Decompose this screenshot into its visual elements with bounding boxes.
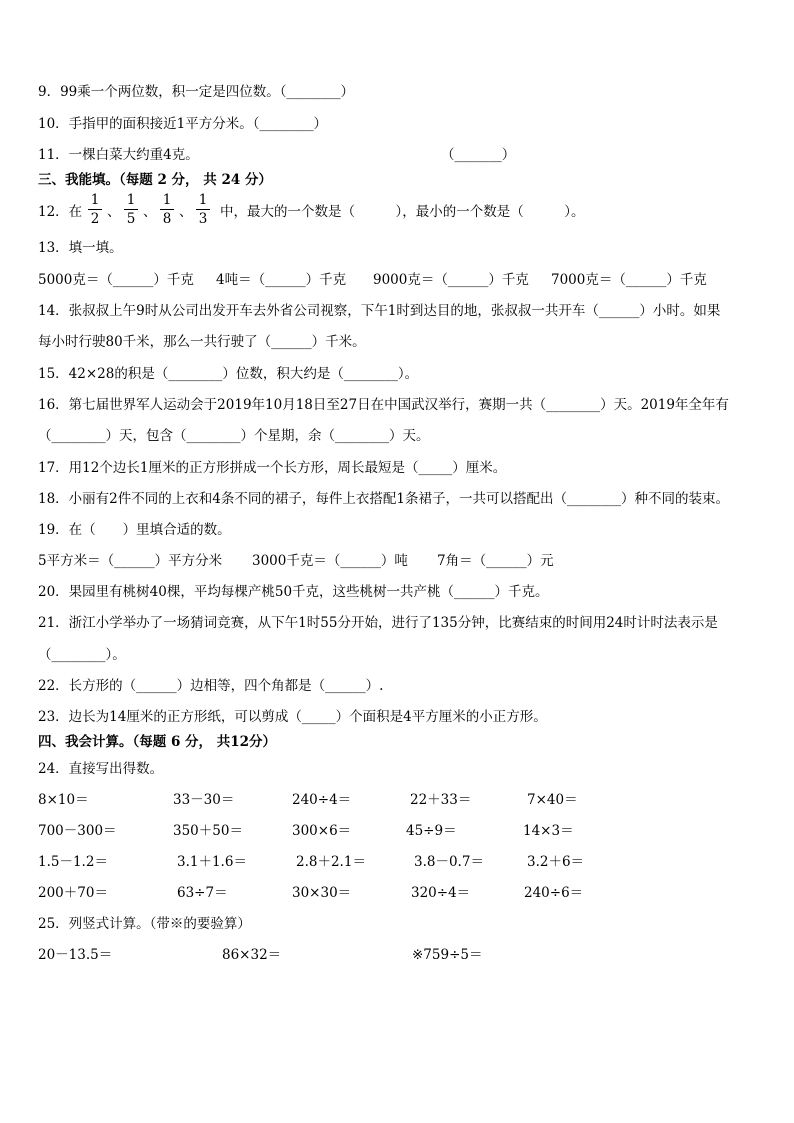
- fraction-separator: 、: [179, 204, 193, 220]
- section-4-heading: 四、我会计算。（每题 6 分， 共12分）: [38, 734, 277, 750]
- calc-cell: 200＋70＝: [38, 885, 108, 901]
- fraction-denominator: 2: [90, 211, 100, 227]
- calc-cell: 63÷7＝: [177, 885, 228, 901]
- question-25: 25．列竖式计算。（带※的要验算）: [38, 916, 251, 932]
- question-15: 15．42×28的积是（________）位数，积大约是（________）。: [38, 366, 419, 382]
- fraction-1-5: [124, 192, 138, 227]
- question-17: 17．用12个边长1厘米的正方形拼成一个长方形，周长最短是（_____）厘米。: [38, 460, 507, 476]
- question-14-line-1: 14．张叔叔上午9时从公司出发开车去外省公司视察，下午1时到达目的地，张叔叔一共开车（______）小时。如果: [38, 303, 721, 319]
- question-22: 22．长方形的（______）边相等，四个角都是（______）.: [38, 678, 384, 694]
- calc-cell: 320÷4＝: [411, 885, 471, 901]
- question-13: 13．填一填。: [38, 240, 123, 256]
- q13-item-1: 5000克＝（______）千克: [38, 272, 194, 288]
- question-24: 24．直接写出得数。: [38, 761, 164, 777]
- fraction-separator: 、: [107, 204, 121, 220]
- calc-cell: 3.8－0.7＝: [414, 854, 484, 870]
- question-19: 19．在（ ）里填合适的数。: [38, 522, 231, 538]
- question-12-suffix: 中，最大的一个数是（ ），最小的一个数是（ ）。: [220, 204, 585, 220]
- fraction-denominator: 5: [126, 211, 136, 227]
- calc-cell: 22＋33＝: [410, 792, 472, 808]
- question-18: 18．小丽有2件不同的上衣和4条不同的裙子，每件上衣搭配1条裙子，一共可以搭配出（________）种不同的装束。: [38, 491, 729, 507]
- question-11-blank[interactable]: （_______）: [441, 147, 516, 163]
- calc-cell: 3.2＋6＝: [527, 854, 585, 870]
- fraction-separator: 、: [143, 204, 157, 220]
- fraction-denominator: 3: [198, 211, 208, 227]
- question-20: 20．果园里有桃树40棵，平均每棵产桃50千克，这些桃树一共产桃（______）千克。: [38, 584, 549, 600]
- question-21-line-1: 21．浙江小学举办了一场猜词竞赛，从下午1时55分开始，进行了135分钟，比赛结束的时间用24时计时法表示是: [38, 615, 718, 631]
- calc-cell: 8×10＝: [38, 792, 89, 808]
- q25-item-1: 20－13.5＝: [38, 947, 113, 963]
- question-12-prefix: 12．在: [38, 204, 83, 220]
- fraction-1-3: [196, 192, 210, 227]
- fraction-numerator: 1: [90, 192, 100, 208]
- fraction-numerator: 1: [162, 192, 172, 208]
- fraction-1-2: [88, 192, 102, 227]
- calc-cell: 30×30＝: [292, 885, 352, 901]
- q13-item-3: 9000克＝（______）千克: [373, 272, 529, 288]
- question-10: 10．手指甲的面积接近1平方分米。（________）: [38, 116, 328, 132]
- calc-cell: 300×6＝: [292, 823, 352, 839]
- fraction-denominator: 8: [162, 211, 172, 227]
- calc-cell: 45÷9＝: [406, 823, 457, 839]
- q19-item-3: 7角＝（______）元: [437, 553, 554, 569]
- fraction-numerator: 1: [126, 192, 136, 208]
- question-11: 11．一棵白菜大约重4克。: [38, 147, 199, 163]
- calc-cell: 1.5－1.2＝: [38, 854, 108, 870]
- q25-item-3: ※759÷5＝: [412, 947, 483, 963]
- q25-item-2: 86×32＝: [222, 947, 282, 963]
- question-14-line-2: 每小时行驶80千米，那么一共行驶了（______）千米。: [38, 334, 366, 350]
- question-23: 23．边长为14厘米的正方形纸，可以剪成（_____）个面积是4平方厘米的小正方形。: [38, 709, 547, 725]
- q13-item-2: 4吨＝（______）千克: [216, 272, 347, 288]
- question-16-line-1: 16．第七届世界军人运动会于2019年10月18日至27日在中国武汉举行，赛期一共（________）天。2019年全年有: [38, 397, 729, 413]
- calc-cell: 7×40＝: [527, 792, 578, 808]
- calc-cell: 2.8＋2.1＝: [296, 854, 366, 870]
- calc-cell: 240÷4＝: [292, 792, 352, 808]
- calc-cell: 240÷6＝: [524, 885, 584, 901]
- q19-item-2: 3000千克＝（______）吨: [252, 553, 408, 569]
- question-16-line-2: （________）天，包含（________）个星期，余（________）天。: [38, 428, 430, 444]
- calc-cell: 33－30＝: [173, 792, 235, 808]
- calc-cell: 700－300＝: [38, 823, 117, 839]
- calc-cell: 14×3＝: [523, 823, 574, 839]
- calc-cell: 350＋50＝: [173, 823, 243, 839]
- fraction-numerator: 1: [198, 192, 208, 208]
- q13-item-4: 7000克＝（______）千克: [551, 272, 707, 288]
- calc-cell: 3.1＋1.6＝: [177, 854, 247, 870]
- question-21-line-2: （________）。: [38, 647, 126, 663]
- question-9: 9．99乘一个两位数，积一定是四位数。（________）: [38, 84, 355, 100]
- fraction-1-8: [160, 192, 174, 227]
- q19-item-1: 5平方米＝（______）平方分米: [38, 553, 223, 569]
- section-3-heading: 三、我能填。（每题 2 分， 共 24 分）: [38, 172, 272, 188]
